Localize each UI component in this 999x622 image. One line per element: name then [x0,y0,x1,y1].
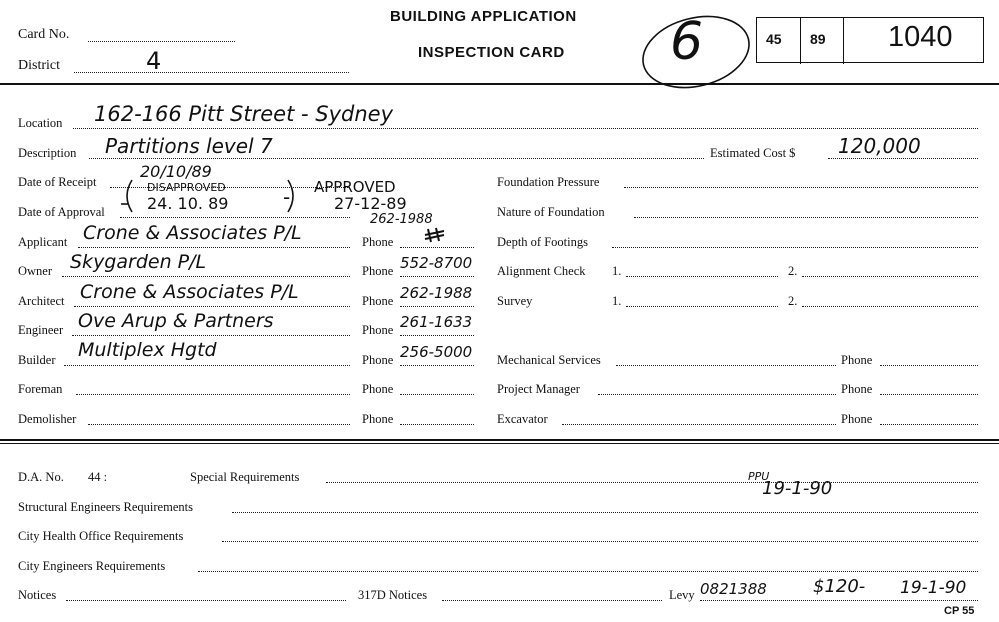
builder-phone-field[interactable] [400,365,474,366]
scribble-mark [422,226,448,244]
code-a: 45 [766,31,782,47]
district-label: District [18,58,60,73]
date-of-receipt-value: 20/10/89 [140,162,212,181]
owner-value: Skygarden P/L [70,251,207,273]
engineer-label: Engineer [18,323,64,337]
engineer-phone-label: Phone [362,323,394,337]
date-of-receipt-label: Date of Receipt [18,175,97,189]
date-of-approval-label: Date of Approval [18,205,105,219]
foundation-pressure-field[interactable] [624,187,978,188]
foundation-pressure-label: Foundation Pressure [497,175,600,189]
estimated-cost-value: 120,000 [838,134,921,158]
mechanical-services-label: Mechanical Services [497,353,601,367]
approved-note: APPROVED [314,178,396,196]
survey-1-field[interactable] [626,306,778,307]
architect-field[interactable] [74,306,350,307]
ppu-note: PPU [748,470,770,483]
levy-label: Levy [669,588,695,602]
owner-field[interactable] [62,276,350,277]
survey-1-label: 1. [612,294,622,308]
builder-phone: 256-5000 [400,343,473,361]
district-field[interactable] [74,72,349,73]
owner-label: Owner [18,264,53,278]
excavator-field[interactable] [562,424,836,425]
structural-engineers-label: Structural Engineers Requirements [18,500,193,514]
alignment-check-label: Alignment Check [497,264,586,278]
form-title-line1: BUILDING APPLICATION [390,8,577,25]
header-divider [0,83,999,85]
disapproved-date: 24. 10. 89 [147,194,229,213]
survey-2-label: 2. [788,294,798,308]
project-manager-phone-field[interactable] [880,394,978,395]
levy-field[interactable] [700,600,978,601]
project-manager-phone-label: Phone [841,382,873,396]
applicant-phone-number: 262-1988 [370,212,433,227]
owner-phone-field[interactable] [400,276,474,277]
survey-2-field[interactable] [802,306,978,307]
disapproved-note: DISAPPROVED [147,181,226,194]
foreman-phone-field[interactable] [400,394,474,395]
description-label: Description [18,146,77,160]
da-no-value: 44 : [88,470,108,484]
engineer-value: Ove Arup & Partners [78,310,274,332]
builder-field[interactable] [64,365,350,366]
architect-label: Architect [18,294,65,308]
alignment-check-2-label: 2. [788,264,798,278]
estimated-cost-label: Estimated Cost $ [710,146,796,160]
mechanical-services-field[interactable] [616,365,836,366]
circled-number: 6 [670,12,704,72]
depth-of-footings-field[interactable] [612,247,978,248]
card-no-field[interactable] [88,41,235,42]
builder-phone-label: Phone [362,353,394,367]
survey-label: Survey [497,294,533,308]
demolisher-phone-label: Phone [362,412,394,426]
code-b: 89 [810,31,826,47]
nature-of-foundation-label: Nature of Foundation [497,205,605,219]
notices-label: Notices [18,588,57,602]
card-no-label: Card No. [18,27,70,42]
description-value: Partitions level 7 [105,134,273,158]
applicant-label: Applicant [18,235,68,249]
city-engineers-label: City Engineers Requirements [18,559,166,573]
project-manager-label: Project Manager [497,382,580,396]
excavator-phone-field[interactable] [880,424,978,425]
levy-date: 19-1-90 [900,578,967,598]
owner-phone-label: Phone [362,264,394,278]
engineer-phone-field[interactable] [400,335,474,336]
card-number: 1040 [888,21,953,53]
architect-phone-field[interactable] [400,306,474,307]
structural-engineers-field[interactable] [232,512,978,513]
foreman-field[interactable] [76,394,350,395]
form-code: CP 55 [944,605,975,617]
architect-phone: 262-1988 [400,284,473,302]
approval-dash: - [283,185,291,209]
architect-value: Crone & Associates P/L [80,281,299,303]
engineer-phone: 261-1633 [400,313,473,331]
date-of-approval-field[interactable] [120,217,350,218]
estimated-cost-field[interactable] [828,158,978,159]
location-value: 162-166 Pitt Street - Sydney [94,102,394,126]
foreman-phone-label: Phone [362,382,394,396]
notices-317d-label: 317D Notices [358,588,428,602]
special-requirements-label: Special Requirements [190,470,300,484]
owner-phone: 552-8700 [400,254,473,272]
city-health-label: City Health Office Requirements [18,529,184,543]
applicant-phone-label: Phone [362,235,394,249]
section-divider-bottom [0,443,999,444]
builder-value: Multiplex Hgtd [78,339,217,361]
approved-date: 27-12-89 [334,194,407,213]
engineer-field[interactable] [72,335,350,336]
applicant-field[interactable] [78,247,350,248]
applicant-phone-field[interactable] [400,247,474,248]
foreman-label: Foreman [18,382,63,396]
mechanical-services-phone-label: Phone [841,353,873,367]
ppu-date: 19-1-90 [762,478,833,499]
city-health-field[interactable] [222,541,978,542]
excavator-phone-label: Phone [841,412,873,426]
alignment-check-1-field[interactable] [626,276,778,277]
demolisher-label: Demolisher [18,412,77,426]
district-value: 4 [146,47,162,75]
project-manager-field[interactable] [598,394,836,395]
da-no-label: D.A. No. [18,470,64,484]
city-engineers-field[interactable] [198,571,978,572]
applicant-value: Crone & Associates P/L [83,222,302,244]
depth-of-footings-label: Depth of Footings [497,235,588,249]
section-divider-top [0,439,999,441]
alignment-check-1-label: 1. [612,264,622,278]
description-field[interactable] [89,158,704,159]
demolisher-phone-field[interactable] [400,424,474,425]
excavator-label: Excavator [497,412,548,426]
architect-phone-label: Phone [362,294,394,308]
special-requirements-field[interactable] [326,482,978,483]
notices-field[interactable] [66,600,346,601]
alignment-check-2-field[interactable] [802,276,978,277]
form-title-line2: INSPECTION CARD [418,44,565,61]
levy-ref: 0821388 [700,580,767,598]
mechanical-services-phone-field[interactable] [880,365,978,366]
location-label: Location [18,116,63,130]
demolisher-field[interactable] [88,424,350,425]
location-field[interactable] [73,128,978,129]
nature-of-foundation-field[interactable] [634,217,978,218]
builder-label: Builder [18,353,56,367]
levy-amount: $120- [813,576,866,597]
notices-317d-field[interactable] [442,600,662,601]
